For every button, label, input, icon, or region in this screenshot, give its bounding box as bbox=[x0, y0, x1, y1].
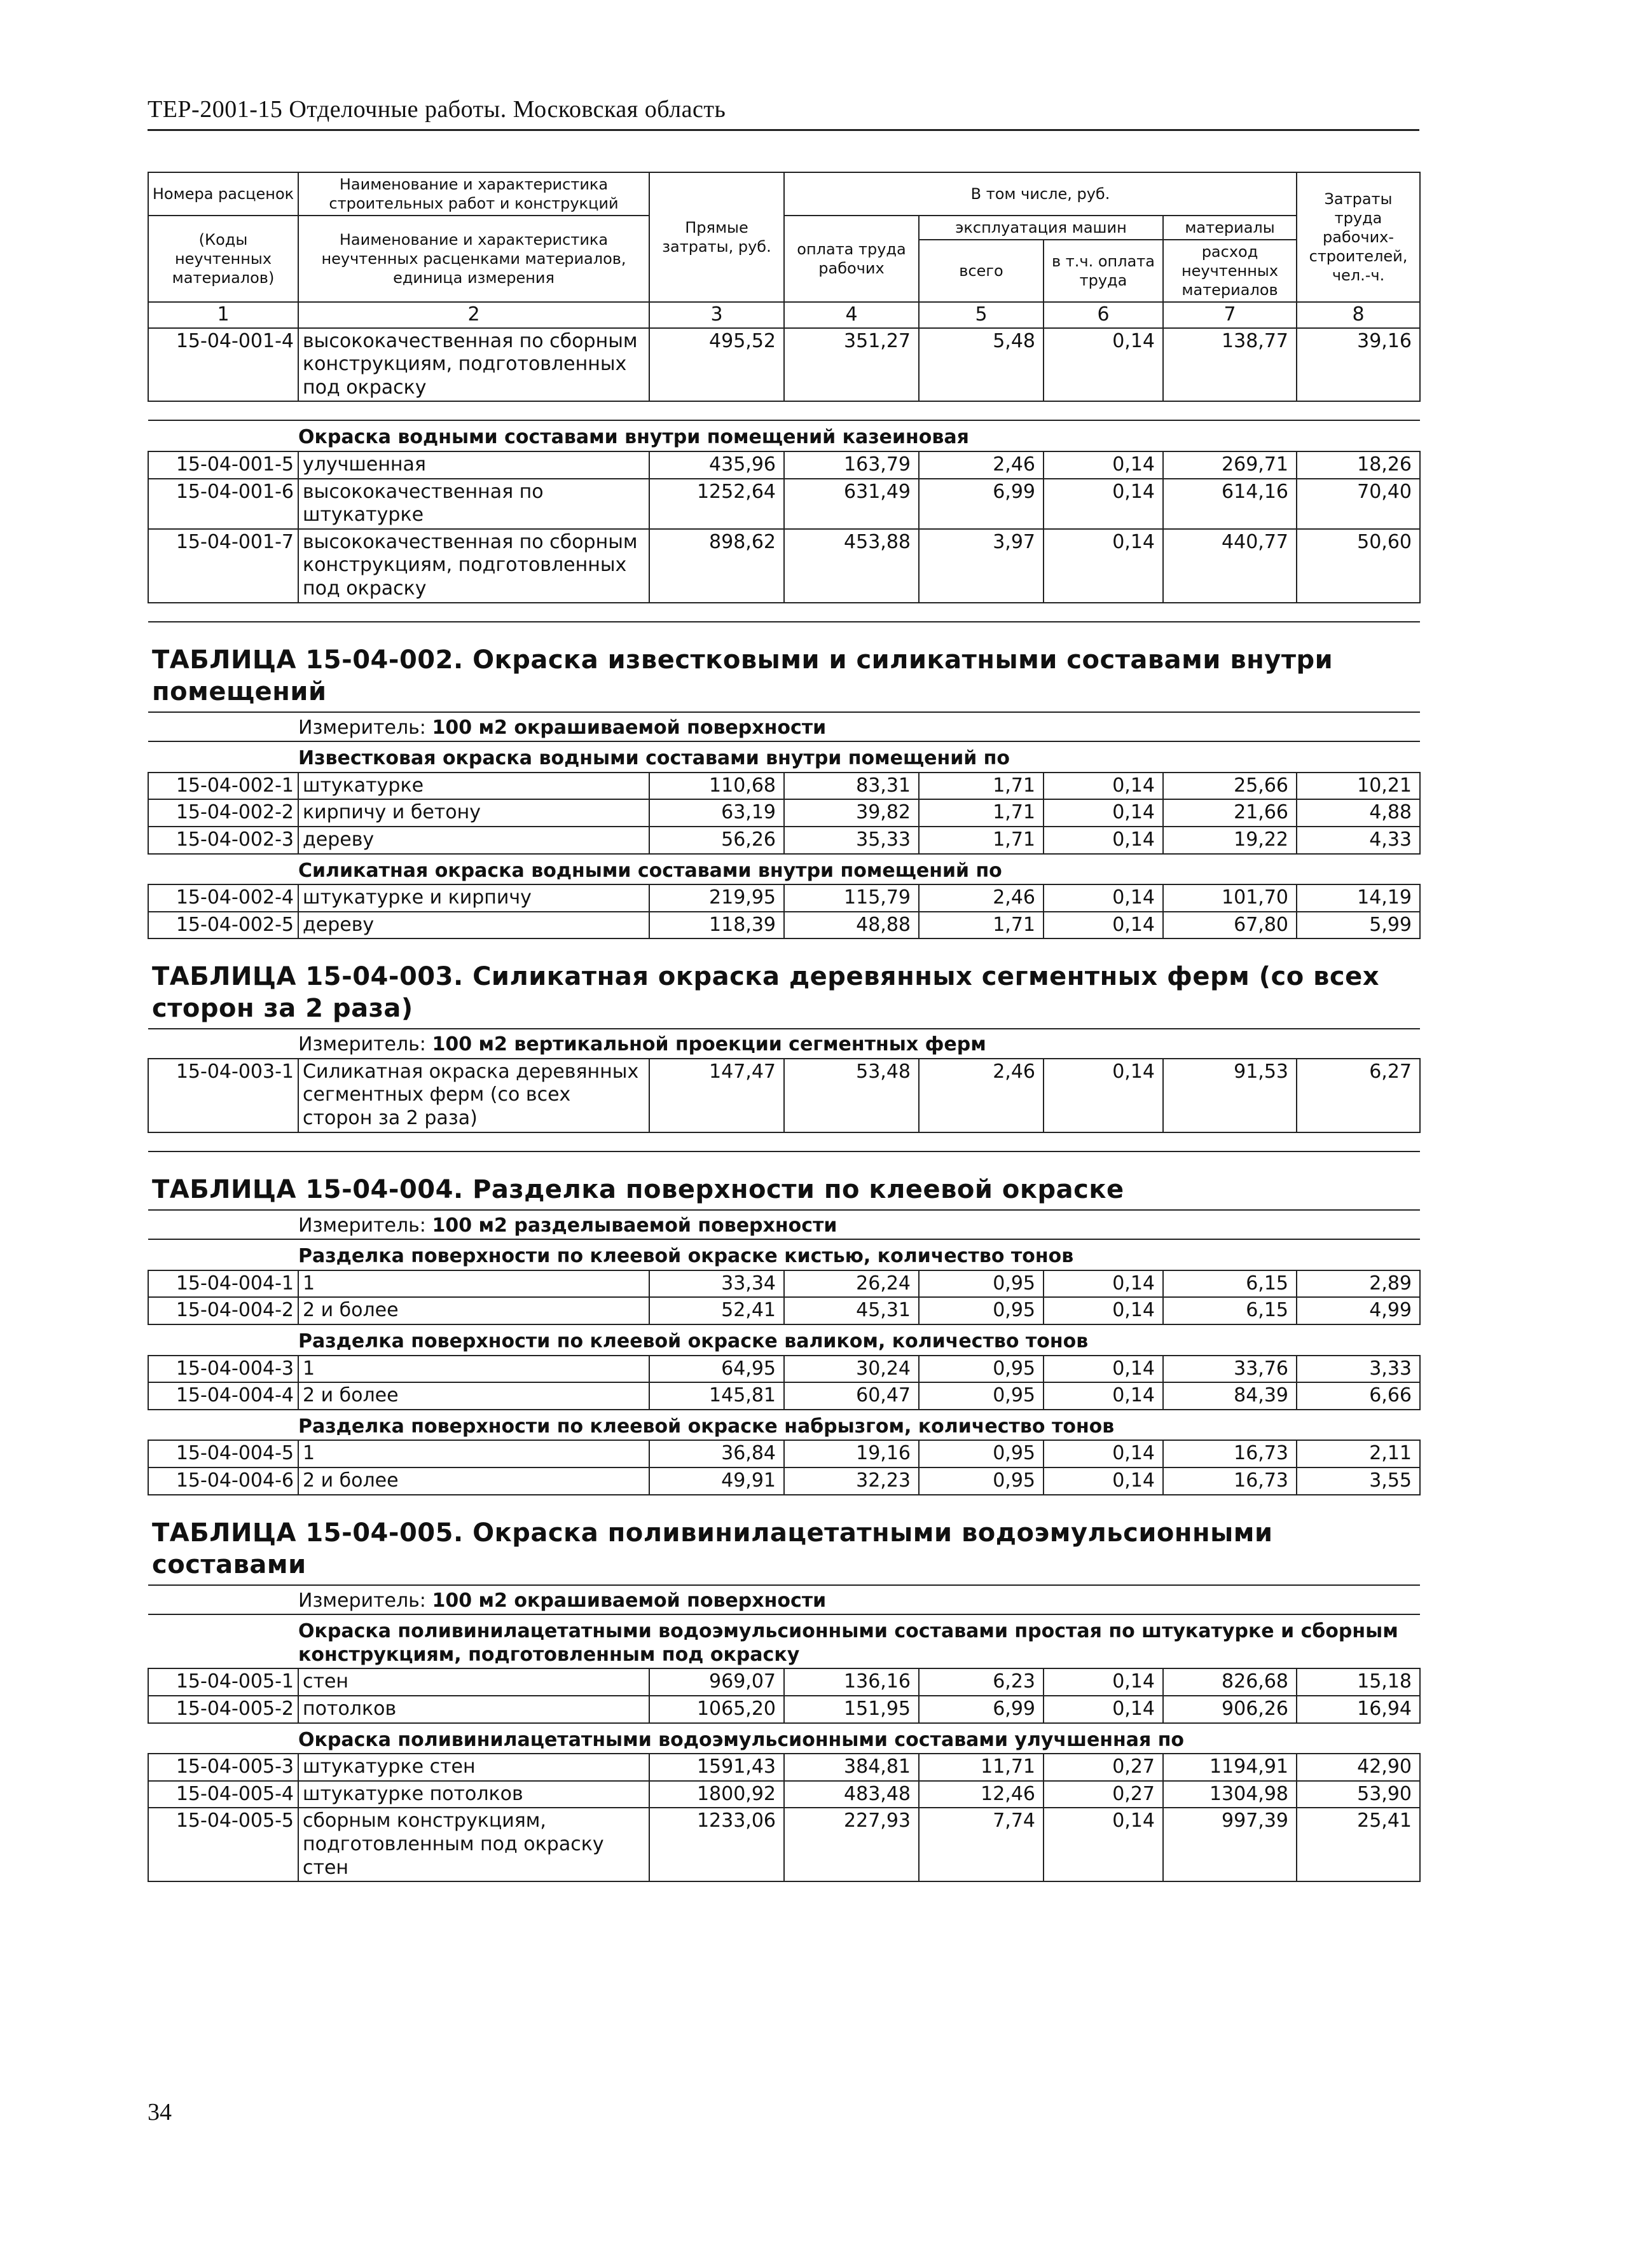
work-name: Силикатная окраска деревянных сегментных ферм (со всех сторон за 2 раза) bbox=[298, 1059, 649, 1132]
section-row bbox=[148, 1614, 1420, 1668]
value-cell: 11,71 bbox=[919, 1754, 1044, 1781]
value-cell: 0,14 bbox=[1044, 912, 1163, 939]
rate-code: 15-04-002-4 bbox=[148, 884, 298, 912]
value-cell: 0,14 bbox=[1044, 1808, 1163, 1881]
work-name: 2 и более bbox=[298, 1467, 649, 1495]
value-cell: 6,66 bbox=[1297, 1382, 1420, 1410]
section-row bbox=[148, 854, 1420, 885]
work-name: стен bbox=[298, 1668, 649, 1696]
value-cell: 0,14 bbox=[1044, 827, 1163, 854]
value-cell: 631,49 bbox=[784, 479, 919, 529]
hdr-machines: эксплуатация машин bbox=[919, 216, 1163, 240]
hdr-material-codes: (Коды неучтенных материалов) bbox=[148, 216, 298, 302]
section-title: Разделка поверхности по клеевой окраске кистью, количество тонов bbox=[148, 1239, 1420, 1270]
table-row bbox=[148, 799, 1420, 827]
hdr-machines-total: всего bbox=[919, 240, 1044, 302]
spacer bbox=[148, 1132, 1420, 1151]
value-cell: 0,14 bbox=[1044, 1668, 1163, 1696]
section-row bbox=[148, 1410, 1420, 1441]
value-cell: 0,14 bbox=[1044, 1270, 1163, 1298]
table-row bbox=[148, 1467, 1420, 1495]
work-name: штукатурке bbox=[298, 773, 649, 800]
section-title: Окраска водными составами внутри помещений казеиновая bbox=[148, 420, 1420, 451]
value-cell: 0,95 bbox=[919, 1440, 1044, 1467]
value-cell: 6,27 bbox=[1297, 1059, 1420, 1132]
value-cell: 0,14 bbox=[1044, 328, 1163, 402]
rate-code: 15-04-005-4 bbox=[148, 1781, 298, 1808]
value-cell: 56,26 bbox=[649, 827, 784, 854]
value-cell: 151,95 bbox=[784, 1696, 919, 1723]
table-row bbox=[148, 912, 1420, 939]
section-row bbox=[148, 1239, 1420, 1270]
value-cell: 0,14 bbox=[1044, 773, 1163, 800]
value-cell: 0,27 bbox=[1044, 1754, 1163, 1781]
rate-code: 15-04-002-5 bbox=[148, 912, 298, 939]
rates-table bbox=[148, 172, 1421, 1882]
value-cell: 3,97 bbox=[919, 529, 1044, 603]
spacer-row bbox=[148, 603, 1420, 622]
rate-code: 15-04-004-5 bbox=[148, 1440, 298, 1467]
table-row bbox=[148, 479, 1420, 529]
work-name: сборным конструкциям, подготовленным под окраску стен bbox=[298, 1808, 649, 1881]
value-cell: 1,71 bbox=[919, 773, 1044, 800]
work-name: высококачественная по сборным конструкциям, подготовленных под окраску bbox=[298, 328, 649, 402]
work-name: 1 bbox=[298, 1270, 649, 1298]
value-cell: 351,27 bbox=[784, 328, 919, 402]
page-number: 34 bbox=[148, 2099, 172, 2126]
meter bbox=[148, 712, 1420, 742]
value-cell: 115,79 bbox=[784, 884, 919, 912]
work-name: дереву bbox=[298, 827, 649, 854]
section-row bbox=[148, 1723, 1420, 1754]
spacer bbox=[148, 603, 1420, 622]
table-row bbox=[148, 1440, 1420, 1467]
rate-code: 15-04-005-3 bbox=[148, 1754, 298, 1781]
value-cell: 6,99 bbox=[919, 1696, 1044, 1723]
table-title: ТАБЛИЦА 15-04-004. Разделка поверхности по клеевой окраске bbox=[148, 1151, 1420, 1210]
section-row bbox=[148, 420, 1420, 451]
value-cell: 53,48 bbox=[784, 1059, 919, 1132]
col-number: 1 bbox=[148, 302, 298, 328]
table-row bbox=[148, 1781, 1420, 1808]
value-cell: 384,81 bbox=[784, 1754, 919, 1781]
meter-label: Измеритель: bbox=[298, 1214, 426, 1237]
header-rule bbox=[148, 129, 1419, 131]
value-cell: 26,24 bbox=[784, 1270, 919, 1298]
value-cell: 12,46 bbox=[919, 1781, 1044, 1808]
value-cell: 0,95 bbox=[919, 1356, 1044, 1383]
section-title: Разделка поверхности по клеевой окраске набрызгом, количество тонов bbox=[148, 1410, 1420, 1441]
value-cell: 52,41 bbox=[649, 1297, 784, 1324]
hdr-including: В том числе, руб. bbox=[784, 172, 1297, 216]
value-cell: 1,71 bbox=[919, 827, 1044, 854]
table-title-row bbox=[148, 622, 1420, 712]
value-cell: 48,88 bbox=[784, 912, 919, 939]
section-title: Известковая окраска водными составами внутри помещений по bbox=[148, 741, 1420, 773]
table-title-row bbox=[148, 938, 1420, 1029]
value-cell: 16,73 bbox=[1163, 1440, 1297, 1467]
table-row bbox=[148, 1754, 1420, 1781]
meter-label: Измеритель: bbox=[298, 716, 426, 739]
table-row bbox=[148, 1356, 1420, 1383]
value-cell: 0,95 bbox=[919, 1467, 1044, 1495]
hdr-worker-pay: оплата труда рабочих bbox=[784, 216, 919, 302]
value-cell: 33,76 bbox=[1163, 1356, 1297, 1383]
value-cell: 0,14 bbox=[1044, 1467, 1163, 1495]
value-cell: 453,88 bbox=[784, 529, 919, 603]
rate-code: 15-04-004-1 bbox=[148, 1270, 298, 1298]
value-cell: 147,47 bbox=[649, 1059, 784, 1132]
work-name: 1 bbox=[298, 1440, 649, 1467]
section-title: Разделка поверхности по клеевой окраске валиком, количество тонов bbox=[148, 1324, 1420, 1356]
value-cell: 440,77 bbox=[1163, 529, 1297, 603]
hdr-labor-hours: Затраты труда рабочих-строителей, чел.-ч. bbox=[1297, 172, 1420, 302]
value-cell: 5,99 bbox=[1297, 912, 1420, 939]
meter-row bbox=[148, 1029, 1420, 1059]
value-cell: 36,84 bbox=[649, 1440, 784, 1467]
table-row bbox=[148, 1297, 1420, 1324]
value-cell: 39,82 bbox=[784, 799, 919, 827]
meter-row bbox=[148, 1210, 1420, 1240]
hdr-work-name: Наименование и характеристика строительных работ и конструкций bbox=[298, 172, 649, 216]
table-title: ТАБЛИЦА 15-04-002. Окраска известковыми и силикатными составами внутри помещений bbox=[148, 622, 1420, 712]
table-title: ТАБЛИЦА 15-04-003. Силикатная окраска деревянных сегментных ферм (со всех сторон за 2 раза) bbox=[148, 938, 1420, 1029]
work-name: высококачественная по сборным конструкциям, подготовленных под окраску bbox=[298, 529, 649, 603]
value-cell: 110,68 bbox=[649, 773, 784, 800]
meter-row bbox=[148, 1585, 1420, 1615]
hdr-unaccounted-materials: расход неучтенных материалов bbox=[1163, 240, 1297, 302]
col-number: 7 bbox=[1163, 302, 1297, 328]
rate-code: 15-04-004-2 bbox=[148, 1297, 298, 1324]
value-cell: 145,81 bbox=[649, 1382, 784, 1410]
value-cell: 6,23 bbox=[919, 1668, 1044, 1696]
table-title-row bbox=[148, 1495, 1420, 1585]
work-name: кирпичу и бетону bbox=[298, 799, 649, 827]
value-cell: 10,21 bbox=[1297, 773, 1420, 800]
value-cell: 7,74 bbox=[919, 1808, 1044, 1881]
hdr-materials: материалы bbox=[1163, 216, 1297, 240]
value-cell: 3,55 bbox=[1297, 1467, 1420, 1495]
value-cell: 0,14 bbox=[1044, 1356, 1163, 1383]
value-cell: 2,46 bbox=[919, 451, 1044, 479]
col-number: 4 bbox=[784, 302, 919, 328]
meter bbox=[148, 1210, 1420, 1240]
value-cell: 0,14 bbox=[1044, 451, 1163, 479]
value-cell: 33,34 bbox=[649, 1270, 784, 1298]
value-cell: 0,14 bbox=[1044, 1382, 1163, 1410]
table-row bbox=[148, 1696, 1420, 1723]
table-row bbox=[148, 1808, 1420, 1881]
col-number: 5 bbox=[919, 302, 1044, 328]
value-cell: 18,26 bbox=[1297, 451, 1420, 479]
section-row bbox=[148, 1324, 1420, 1356]
value-cell: 64,95 bbox=[649, 1356, 784, 1383]
rate-code: 15-04-001-5 bbox=[148, 451, 298, 479]
hdr-direct-costs: Прямые затраты, руб. bbox=[649, 172, 784, 302]
value-cell: 53,90 bbox=[1297, 1781, 1420, 1808]
table-row bbox=[148, 773, 1420, 800]
running-head: ТЕР-2001-15 Отделочные работы. Московская область bbox=[148, 96, 726, 123]
value-cell: 25,66 bbox=[1163, 773, 1297, 800]
value-cell: 969,07 bbox=[649, 1668, 784, 1696]
value-cell: 2,46 bbox=[919, 884, 1044, 912]
value-cell: 0,14 bbox=[1044, 799, 1163, 827]
value-cell: 269,71 bbox=[1163, 451, 1297, 479]
value-cell: 614,16 bbox=[1163, 479, 1297, 529]
value-cell: 16,94 bbox=[1297, 1696, 1420, 1723]
value-cell: 0,14 bbox=[1044, 1440, 1163, 1467]
value-cell: 32,23 bbox=[784, 1467, 919, 1495]
meter bbox=[148, 1585, 1420, 1615]
rate-code: 15-04-002-3 bbox=[148, 827, 298, 854]
value-cell: 0,95 bbox=[919, 1270, 1044, 1298]
value-cell: 4,99 bbox=[1297, 1297, 1420, 1324]
value-cell: 997,39 bbox=[1163, 1808, 1297, 1881]
work-name: высококачественная по штукатурке bbox=[298, 479, 649, 529]
value-cell: 0,14 bbox=[1044, 1297, 1163, 1324]
value-cell: 3,33 bbox=[1297, 1356, 1420, 1383]
value-cell: 2,46 bbox=[919, 1059, 1044, 1132]
work-name: 2 и более bbox=[298, 1297, 649, 1324]
value-cell: 435,96 bbox=[649, 451, 784, 479]
value-cell: 0,27 bbox=[1044, 1781, 1163, 1808]
value-cell: 49,91 bbox=[649, 1467, 784, 1495]
work-name: потолков bbox=[298, 1696, 649, 1723]
value-cell: 19,16 bbox=[784, 1440, 919, 1467]
rate-code: 15-04-001-6 bbox=[148, 479, 298, 529]
value-cell: 30,24 bbox=[784, 1356, 919, 1383]
rate-code: 15-04-002-2 bbox=[148, 799, 298, 827]
rate-code: 15-04-003-1 bbox=[148, 1059, 298, 1132]
rate-code: 15-04-001-4 bbox=[148, 328, 298, 402]
value-cell: 35,33 bbox=[784, 827, 919, 854]
rate-code: 15-04-005-5 bbox=[148, 1808, 298, 1881]
col-number: 6 bbox=[1044, 302, 1163, 328]
col-number: 3 bbox=[649, 302, 784, 328]
value-cell: 898,62 bbox=[649, 529, 784, 603]
value-cell: 1233,06 bbox=[649, 1808, 784, 1881]
value-cell: 1,71 bbox=[919, 799, 1044, 827]
value-cell: 39,16 bbox=[1297, 328, 1420, 402]
meter-value: 100 м2 окрашиваемой поверхности bbox=[432, 716, 827, 739]
value-cell: 0,14 bbox=[1044, 1696, 1163, 1723]
work-name: 1 bbox=[298, 1356, 649, 1383]
value-cell: 91,53 bbox=[1163, 1059, 1297, 1132]
section-title: Окраска поливинилацетатными водоэмульсионными составами простая по штукатурке и сборным конструкциям, подготовленным под окраску bbox=[148, 1614, 1420, 1668]
hdr-machines-pay: в т.ч. оплата труда bbox=[1044, 240, 1163, 302]
value-cell: 60,47 bbox=[784, 1382, 919, 1410]
value-cell: 118,39 bbox=[649, 912, 784, 939]
section-title: Силикатная окраска водными составами внутри помещений по bbox=[148, 854, 1420, 885]
value-cell: 15,18 bbox=[1297, 1668, 1420, 1696]
value-cell: 1591,43 bbox=[649, 1754, 784, 1781]
value-cell: 70,40 bbox=[1297, 479, 1420, 529]
meter-value: 100 м2 вертикальной проекции сегментных ферм bbox=[432, 1033, 986, 1056]
work-name: улучшенная bbox=[298, 451, 649, 479]
value-cell: 16,73 bbox=[1163, 1467, 1297, 1495]
meter-label: Измеритель: bbox=[298, 1589, 426, 1612]
value-cell: 21,66 bbox=[1163, 799, 1297, 827]
value-cell: 4,88 bbox=[1297, 799, 1420, 827]
value-cell: 2,89 bbox=[1297, 1270, 1420, 1298]
meter bbox=[148, 1029, 1420, 1059]
hdr-material-name: Наименование и характеристика неучтенных расценками материалов, единица измерения bbox=[298, 216, 649, 302]
value-cell: 1252,64 bbox=[649, 479, 784, 529]
value-cell: 826,68 bbox=[1163, 1668, 1297, 1696]
value-cell: 83,31 bbox=[784, 773, 919, 800]
value-cell: 67,80 bbox=[1163, 912, 1297, 939]
value-cell: 0,95 bbox=[919, 1297, 1044, 1324]
meter-row bbox=[148, 712, 1420, 742]
value-cell: 1800,92 bbox=[649, 1781, 784, 1808]
table-row bbox=[148, 1059, 1420, 1132]
spacer-row bbox=[148, 401, 1420, 420]
value-cell: 6,15 bbox=[1163, 1297, 1297, 1324]
table-row bbox=[148, 827, 1420, 854]
value-cell: 4,33 bbox=[1297, 827, 1420, 854]
value-cell: 0,14 bbox=[1044, 529, 1163, 603]
value-cell: 5,48 bbox=[919, 328, 1044, 402]
table-row bbox=[148, 1270, 1420, 1298]
table-row bbox=[148, 529, 1420, 603]
value-cell: 50,60 bbox=[1297, 529, 1420, 603]
hdr-rate-number: Номера расценок bbox=[148, 172, 298, 216]
value-cell: 0,14 bbox=[1044, 1059, 1163, 1132]
value-cell: 42,90 bbox=[1297, 1754, 1420, 1781]
section-row bbox=[148, 741, 1420, 773]
value-cell: 101,70 bbox=[1163, 884, 1297, 912]
spacer-row bbox=[148, 1132, 1420, 1151]
table-title-row bbox=[148, 1151, 1420, 1210]
table-title: ТАБЛИЦА 15-04-005. Окраска поливинилацетатными водоэмульсионными составами bbox=[148, 1495, 1420, 1585]
work-name: штукатурке стен bbox=[298, 1754, 649, 1781]
work-name: 2 и более bbox=[298, 1382, 649, 1410]
table-row bbox=[148, 1668, 1420, 1696]
value-cell: 138,77 bbox=[1163, 328, 1297, 402]
value-cell: 136,16 bbox=[784, 1668, 919, 1696]
value-cell: 63,19 bbox=[649, 799, 784, 827]
value-cell: 1304,98 bbox=[1163, 1781, 1297, 1808]
value-cell: 45,31 bbox=[784, 1297, 919, 1324]
value-cell: 495,52 bbox=[649, 328, 784, 402]
value-cell: 906,26 bbox=[1163, 1696, 1297, 1723]
rate-code: 15-04-004-6 bbox=[148, 1467, 298, 1495]
value-cell: 0,14 bbox=[1044, 479, 1163, 529]
value-cell: 14,19 bbox=[1297, 884, 1420, 912]
meter-value: 100 м2 окрашиваемой поверхности bbox=[432, 1589, 827, 1612]
value-cell: 19,22 bbox=[1163, 827, 1297, 854]
rate-code: 15-04-005-2 bbox=[148, 1696, 298, 1723]
work-name: дереву bbox=[298, 912, 649, 939]
table-row bbox=[148, 328, 1420, 402]
value-cell: 163,79 bbox=[784, 451, 919, 479]
meter-value: 100 м2 разделываемой поверхности bbox=[432, 1214, 837, 1237]
value-cell: 25,41 bbox=[1297, 1808, 1420, 1881]
value-cell: 84,39 bbox=[1163, 1382, 1297, 1410]
value-cell: 1065,20 bbox=[649, 1696, 784, 1723]
table-row bbox=[148, 884, 1420, 912]
value-cell: 6,15 bbox=[1163, 1270, 1297, 1298]
rate-code: 15-04-002-1 bbox=[148, 773, 298, 800]
col-number: 2 bbox=[298, 302, 649, 328]
meter-label: Измеритель: bbox=[298, 1033, 426, 1056]
work-name: штукатурке потолков bbox=[298, 1781, 649, 1808]
rate-code: 15-04-004-4 bbox=[148, 1382, 298, 1410]
table-row bbox=[148, 451, 1420, 479]
rate-code: 15-04-004-3 bbox=[148, 1356, 298, 1383]
value-cell: 6,99 bbox=[919, 479, 1044, 529]
value-cell: 219,95 bbox=[649, 884, 784, 912]
value-cell: 1,71 bbox=[919, 912, 1044, 939]
value-cell: 0,14 bbox=[1044, 884, 1163, 912]
section-title: Окраска поливинилацетатными водоэмульсионными составами улучшенная по bbox=[148, 1723, 1420, 1754]
value-cell: 1194,91 bbox=[1163, 1754, 1297, 1781]
col-number: 8 bbox=[1297, 302, 1420, 328]
value-cell: 227,93 bbox=[784, 1808, 919, 1881]
value-cell: 0,95 bbox=[919, 1382, 1044, 1410]
value-cell: 483,48 bbox=[784, 1781, 919, 1808]
rate-code: 15-04-005-1 bbox=[148, 1668, 298, 1696]
spacer bbox=[148, 401, 1420, 420]
rate-code: 15-04-001-7 bbox=[148, 529, 298, 603]
table-row bbox=[148, 1382, 1420, 1410]
value-cell: 2,11 bbox=[1297, 1440, 1420, 1467]
work-name: штукатурке и кирпичу bbox=[298, 884, 649, 912]
